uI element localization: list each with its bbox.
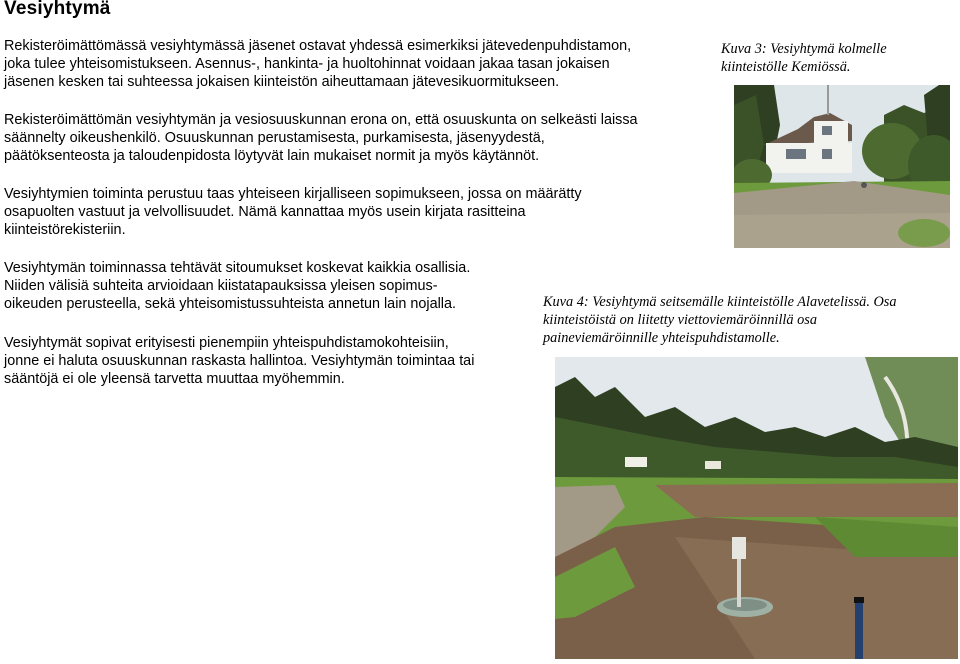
paragraph-1: Rekisteröimättömässä vesiyhtymässä jäsenet ostavat yhdessä esimerkiksi jätevedenpuhdistamon, joka tulee yhteisomistukseen. Asennus-, hankinta- ja huoltohinnat voidaan jakaa tasan jokaisen jäsenen kesken tai suhteessa jokaisen kiinteistön aiheuttamaan jätevesikuormitukseen. bbox=[4, 38, 632, 90]
field-photo bbox=[555, 357, 958, 659]
paragraph-5: Vesiyhtymät sopivat erityisesti pienempiin yhteispuhdistamokohteisiin, jonne ei haluta osuuskunnan raskasta hallintoa. Vesiyhtymän toimintaa tai sääntöjä ei ole yleensä tarvetta muuttaa myöhemmin. bbox=[4, 335, 475, 387]
paragraph-4: Vesiyhtymän toiminnassa tehtävät sitoumukset koskevat kaikkia osallisia. Niiden välisiä suhteita arvioidaan kiistatapauksissa yleisen sopimus- oikeuden perusteella, sekä yhteisomistussuhteista annetun lain nojalla. bbox=[4, 260, 471, 312]
house-photo bbox=[734, 85, 950, 248]
figure-3-caption: Kuva 3: Vesiyhtymä kolmelle kiinteistölle Kemiössä. bbox=[721, 41, 887, 75]
paragraph-3: Vesiyhtymien toiminta perustuu taas yhteiseen kirjalliseen sopimukseen, jossa on määrätty osapuolten vastuut ja velvollisuudet. Nämä kannattaa myös usein kirjata rasitteina kiinteistörekisteriin. bbox=[4, 186, 582, 238]
figure-4-caption: Kuva 4: Vesiyhtymä seitsemälle kiinteistölle Alavetelissä. Osa kiinteistöistä on liitetty viettoviemäröinnillä osa paineviemäröinnille yhteispuhdistamolle. bbox=[543, 294, 897, 346]
paragraph-2: Rekisteröimättömän vesiyhtymän ja vesiosuuskunnan erona on, että osuuskunta on selkeästi laissa säännelty oikeushenkilö. Osuuskunnan perustamisesta, purkamisesta, jäsenyydestä, päätöksenteosta ja taloudenpidosta löytyvät lain mukaiset normit ja myös käytännöt. bbox=[4, 112, 638, 164]
page-title: Vesiyhtymä bbox=[4, 0, 111, 19]
